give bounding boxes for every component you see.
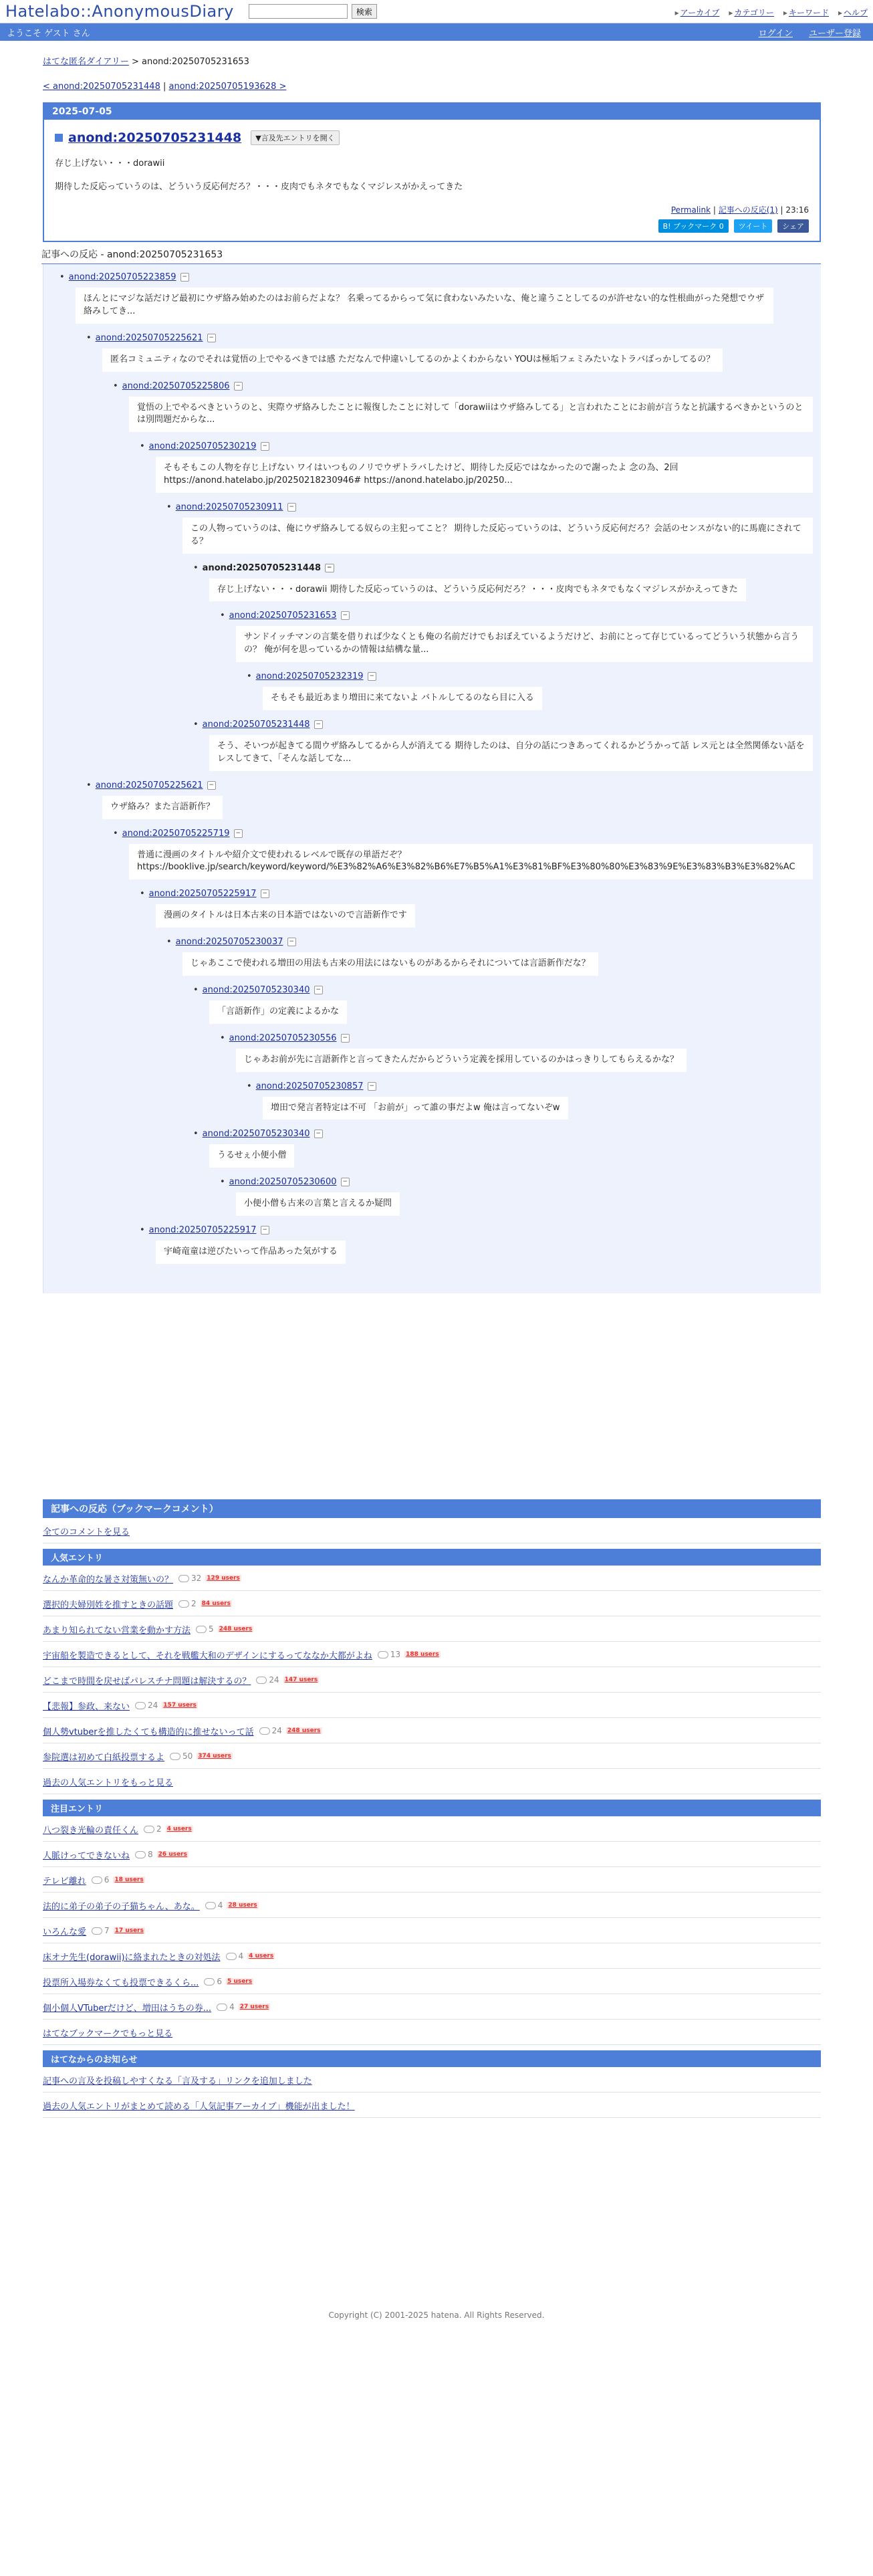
reaction-head bbox=[220, 611, 821, 621]
all-comments-link[interactable]: 全てのコメントを見る bbox=[43, 1527, 130, 1537]
reaction-node bbox=[193, 985, 821, 1033]
collapse-toggle-icon[interactable]: − bbox=[261, 889, 270, 898]
search-button[interactable]: 検索 bbox=[352, 4, 377, 19]
reaction-text: 増田で発言者特定は不可 「お前が」って誰の事だよw 俺は言ってないぞw bbox=[263, 1097, 568, 1120]
notice-item bbox=[43, 2067, 821, 2092]
spacer bbox=[43, 1293, 821, 1494]
collapse-toggle-icon[interactable]: − bbox=[207, 781, 217, 790]
reaction-text: ウザ絡み？また言語新作？ bbox=[102, 796, 223, 819]
collapse-toggle-icon[interactable]: − bbox=[234, 382, 243, 391]
breadcrumb-sep: > bbox=[128, 57, 142, 67]
reaction-link[interactable]: • anond:20250705225806 bbox=[122, 381, 230, 391]
entry-link[interactable]: 個小個人VTuberだけど、増田はうちの券... bbox=[43, 2003, 212, 2014]
comment-count: 32 bbox=[178, 1574, 201, 1583]
reaction-head bbox=[220, 1033, 821, 1043]
reaction-text-wrap bbox=[193, 1139, 821, 1177]
permalink[interactable]: Permalink bbox=[670, 205, 711, 215]
reaction-text-wrap bbox=[193, 573, 821, 611]
reaction-text-wrap bbox=[140, 1235, 821, 1273]
reaction-text-wrap bbox=[140, 451, 821, 502]
reaction-text: ほんとにマジな話だけど最初にウザ絡み始めたのはお前らだよな？ 名乗ってるからって気に食わないみたいな、俺と違うことしてるのが許せない的な性根曲がった発想でウザ絡みしてき... bbox=[76, 288, 773, 324]
reaction-head bbox=[140, 441, 821, 451]
reaction-node bbox=[86, 780, 821, 829]
reaction-head bbox=[166, 502, 821, 512]
hatena-bookmark-button[interactable]: B! ブックマーク 0 bbox=[658, 219, 729, 233]
reaction-link[interactable]: • anond:20250705225719 bbox=[122, 828, 230, 839]
next-entry-link[interactable]: anond:20250705193628 > bbox=[168, 82, 287, 92]
reaction-link[interactable]: • anond:20250705225621 bbox=[95, 780, 203, 790]
collapse-toggle-icon[interactable]: − bbox=[314, 986, 324, 994]
reaction-link[interactable]: • anond:20250705223859 bbox=[68, 272, 176, 282]
reaction-text: うるせぇ小便小僧 bbox=[209, 1144, 294, 1168]
popular-title: 人気エントリ bbox=[43, 1549, 821, 1566]
reaction-text-wrap bbox=[166, 512, 821, 563]
bookmark-users-badge[interactable]: 248 users bbox=[287, 1727, 321, 1735]
reaction-head bbox=[113, 829, 821, 839]
reaction-text: そう、そいつが起きてる間ウザ絡みしてるから人が消えてる 期待したのは、自分の話につきあってくれるかどうかって話 レス元とは全然関係ない話をレスしてきて、「そんな話してな... bbox=[209, 735, 813, 771]
comment-count: 2 bbox=[178, 1599, 197, 1608]
reactions-link[interactable]: 記事への反応(1) bbox=[718, 205, 778, 215]
reaction-text: 小便小僧も古来の言葉と言えるか疑問 bbox=[236, 1192, 400, 1216]
bookmark-users-badge[interactable]: 18 users bbox=[114, 1876, 144, 1884]
reaction-text: 「言語新作」の定義によるかな bbox=[209, 1000, 347, 1024]
entry-row bbox=[43, 1667, 821, 1693]
reaction-node bbox=[113, 381, 821, 442]
reaction-head bbox=[193, 720, 821, 730]
reaction-link[interactable]: • anond:20250705230857 bbox=[255, 1081, 364, 1091]
entry-row bbox=[43, 1893, 821, 1918]
collapse-toggle-icon[interactable]: − bbox=[261, 442, 270, 451]
reaction-link[interactable]: • anond:20250705230037 bbox=[175, 937, 283, 948]
prev-entry-link[interactable]: < anond:20250705231448 bbox=[43, 82, 160, 92]
collapse-toggle-icon[interactable]: − bbox=[234, 829, 243, 838]
reaction-text-wrap bbox=[166, 947, 821, 985]
main-content bbox=[43, 54, 821, 2118]
popular-more-link[interactable]: 過去の人気エントリをもっと見る bbox=[43, 1778, 174, 1788]
entry-row bbox=[43, 1743, 821, 1769]
entry-link[interactable]: 選択的夫婦別姓を推すときの話題 bbox=[43, 1600, 174, 1610]
bookmark-users-badge[interactable]: 4 users bbox=[249, 1953, 274, 1960]
reaction-link[interactable]: • anond:20250705230340 bbox=[202, 984, 310, 995]
reaction-head bbox=[247, 671, 821, 681]
breadcrumb-root[interactable]: はてな匿名ダイアリー bbox=[43, 57, 129, 67]
collapse-toggle-icon[interactable]: − bbox=[341, 611, 350, 620]
reaction-link[interactable]: • anond:20250705230219 bbox=[148, 441, 257, 452]
entry-row bbox=[43, 1867, 821, 1893]
collapse-toggle-icon[interactable]: − bbox=[341, 1034, 350, 1043]
reaction-node bbox=[166, 937, 821, 985]
bookmark-users-badge[interactable]: 5 users bbox=[227, 1978, 253, 1985]
comment-count: 4 bbox=[217, 2002, 235, 2012]
reaction-node bbox=[220, 611, 821, 671]
entry-link[interactable]: 床オナ先生(dorawii)に絡まれたときの対処法 bbox=[43, 1952, 221, 1963]
bookmark-users-badge[interactable]: 129 users bbox=[207, 1575, 240, 1582]
share-bar bbox=[55, 215, 809, 235]
entry-row bbox=[43, 1943, 821, 1969]
login-link[interactable]: ログイン bbox=[758, 28, 793, 39]
reaction-text: 匿名コミュニティなのでそれは覚悟の上でやるべきでは感 ただなんで仲違いしてるのかよくわからない YOUは極垢フェミみたいなトラバばっかしてるの？ bbox=[102, 348, 723, 372]
tweet-button[interactable]: ツイート bbox=[734, 219, 772, 233]
reaction-text-wrap bbox=[113, 839, 821, 889]
facebook-share-button[interactable]: シェア bbox=[777, 219, 809, 233]
bookmark-users-badge[interactable]: 147 users bbox=[284, 1677, 318, 1684]
bookmark-users-badge[interactable]: 188 users bbox=[406, 1651, 439, 1658]
reaction-node bbox=[193, 720, 821, 780]
collapse-toggle-icon[interactable]: − bbox=[314, 1130, 324, 1138]
collapse-toggle-icon[interactable]: − bbox=[207, 334, 217, 342]
collapse-toggle-icon[interactable]: − bbox=[368, 1082, 377, 1091]
reaction-text-wrap bbox=[220, 1187, 821, 1225]
bookmark-users-badge[interactable]: 28 users bbox=[228, 1902, 257, 1909]
attention-title: 注目エントリ bbox=[43, 1800, 821, 1816]
open-mention-button[interactable]: ▼言及先エントリを開く bbox=[251, 130, 339, 145]
entry-link[interactable]: なんか革命的な暑さ対策無いの？ bbox=[43, 1574, 174, 1585]
reaction-link[interactable]: • anond:20250705230340 bbox=[202, 1129, 310, 1140]
reaction-node bbox=[220, 1177, 821, 1225]
entry-link[interactable]: 法的に弟子の弟子の子猫ちゃん、あな。 bbox=[43, 1901, 200, 1912]
comment-count: 50 bbox=[170, 1751, 193, 1761]
comment-count: 6 bbox=[204, 1977, 222, 1986]
reaction-head bbox=[193, 1129, 821, 1139]
bookmark-users-badge[interactable]: 4 users bbox=[166, 1826, 192, 1833]
reaction-text-wrap bbox=[247, 681, 821, 720]
entry-link[interactable]: どこまで時間を戻せばパレスチナ問題は解決するの？ bbox=[43, 1676, 251, 1687]
entry-row bbox=[43, 1842, 821, 1867]
comment-count: 13 bbox=[378, 1650, 400, 1659]
reaction-node bbox=[247, 1081, 821, 1130]
bookmark-users-badge[interactable]: 27 users bbox=[239, 2004, 269, 2011]
entry-link[interactable]: いろんな愛 bbox=[43, 1927, 87, 1937]
site-logo[interactable]: Hatelabo::AnonymousDiary bbox=[5, 2, 234, 21]
search-input[interactable] bbox=[249, 4, 348, 19]
comment-count: 6 bbox=[92, 1875, 110, 1885]
reaction-head bbox=[86, 333, 821, 343]
article-meta: Permalink | 記事への反応(1) | 23:16 bbox=[670, 205, 809, 215]
collapse-toggle-icon[interactable]: − bbox=[368, 672, 377, 681]
all-comments-row bbox=[43, 1518, 821, 1543]
entry-link[interactable]: 人脈けってできないね bbox=[43, 1850, 130, 1861]
article-title-link[interactable]: anond:20250705231448 bbox=[68, 130, 242, 145]
reaction-text-wrap bbox=[220, 1043, 821, 1081]
bookmark-users-badge[interactable]: 374 users bbox=[198, 1753, 231, 1760]
reaction-text: じゃあお前が先に言語新作と言ってきたんだからどういう定義を採用しているのかはっきりしてもらえるかな？ bbox=[236, 1049, 687, 1072]
reaction-head bbox=[113, 381, 821, 391]
comment-count: 4 bbox=[205, 1901, 223, 1910]
article-date: 2025-07-05 bbox=[44, 104, 820, 120]
collapse-toggle-icon[interactable]: − bbox=[325, 564, 334, 572]
reaction-text-wrap bbox=[193, 995, 821, 1033]
reaction-head bbox=[140, 889, 821, 899]
entry-link[interactable]: 投票所入場券なくても投票できるくら... bbox=[43, 1977, 199, 1988]
article-title bbox=[55, 130, 809, 145]
reaction-text: じゃあここで使われる増田の用法も古来の用法にはないものがあるからそれについては言語新作だな？ bbox=[182, 952, 598, 976]
collapse-toggle-icon[interactable]: − bbox=[180, 273, 190, 282]
reaction-node bbox=[86, 333, 821, 381]
entry-nav bbox=[43, 82, 821, 92]
bookmark-users-badge[interactable]: 26 users bbox=[158, 1851, 187, 1858]
reaction-text-wrap bbox=[59, 282, 821, 333]
entry-link[interactable]: テレビ離れ bbox=[43, 1876, 86, 1887]
reaction-head bbox=[140, 1225, 821, 1235]
entry-row bbox=[43, 1718, 821, 1743]
header-links bbox=[675, 7, 868, 18]
entry-row bbox=[43, 1616, 821, 1642]
attention-list bbox=[43, 1816, 821, 2020]
bookmark-users-badge[interactable]: 84 users bbox=[201, 1600, 231, 1608]
entry-row bbox=[43, 1693, 821, 1718]
reaction-text: この人物っていうのは、俺にウザ絡みしてる奴らの主犯ってこと？ 期待した反応っていうのは、どういう反応何だろ？会話のセンスがない的に馬鹿にされてる？ bbox=[182, 518, 813, 554]
popular-more-row bbox=[43, 1769, 821, 1794]
reaction-head bbox=[247, 1081, 821, 1091]
reaction-link: • anond:20250705231448 bbox=[202, 562, 322, 573]
reaction-node bbox=[140, 1225, 821, 1273]
entry-row bbox=[43, 1591, 821, 1616]
user-bar bbox=[0, 23, 873, 41]
keyword-link[interactable]: ▸ キーワード bbox=[783, 7, 829, 18]
top-bar bbox=[0, 0, 873, 23]
reaction-text-wrap bbox=[86, 343, 821, 381]
entry-row bbox=[43, 1994, 821, 2020]
comment-count: 7 bbox=[92, 1926, 110, 1935]
category-link[interactable]: ▸ カテゴリー bbox=[729, 7, 774, 18]
reaction-head bbox=[59, 272, 821, 282]
collapse-toggle-icon[interactable]: − bbox=[287, 503, 297, 512]
entry-link[interactable]: 個人勢vtuberを推したくても構造的に推せないって話 bbox=[43, 1727, 254, 1737]
reaction-link[interactable]: • anond:20250705230556 bbox=[229, 1033, 337, 1043]
reaction-link[interactable]: • anond:20250705230600 bbox=[229, 1177, 337, 1188]
reaction-text-wrap bbox=[113, 391, 821, 442]
notice-link-1[interactable]: 記事への言及を投稿しやすくなる「言及する」リンクを追加しました bbox=[43, 2076, 312, 2086]
reaction-node bbox=[220, 1033, 821, 1081]
reaction-text: 覚悟の上でやるべきというのと、実際ウザ絡みしたことに報復したことに対して「dorawiiはウザ絡みしてる」と言われたことにお前が言うなと抗議するべきかというのとは別問題だからな... bbox=[129, 397, 813, 433]
entry-row bbox=[43, 1816, 821, 1842]
comment-count: 8 bbox=[135, 1850, 153, 1859]
reaction-node bbox=[193, 1129, 821, 1177]
article-line-1: 存じ上げない・・・dorawii bbox=[55, 158, 165, 169]
breadcrumb-current: anond:20250705231653 bbox=[142, 57, 249, 67]
collapse-toggle-icon[interactable]: − bbox=[341, 1178, 350, 1186]
reaction-head bbox=[193, 985, 821, 995]
entry-row bbox=[43, 1566, 821, 1591]
reaction-text-wrap bbox=[220, 621, 821, 671]
article-line-2: 期待した反応っていうのは、どういう反応何だろ？・・・皮肉でもネタでもなくマジレスがかえってきた bbox=[55, 182, 463, 192]
notice-title: はてなからのお知らせ bbox=[43, 2050, 821, 2067]
reaction-node bbox=[247, 671, 821, 720]
entry-row bbox=[43, 1918, 821, 1943]
reaction-link[interactable]: • anond:20250705231653 bbox=[229, 611, 337, 621]
reaction-link[interactable]: • anond:20250705225917 bbox=[148, 889, 257, 899]
reaction-text: そもそも最近あまり増田に来てないよ バトルしてるのなら目に入る bbox=[263, 687, 542, 710]
reaction-head bbox=[86, 780, 821, 790]
reaction-text-wrap bbox=[247, 1091, 821, 1130]
reaction-text: そもそもこの人物を存じ上げない ワイはいつものノリでウザトラバしたけど、期待した反応ではなかったので謝ったよ 念の為、2回 https://anond.hatelabo.jp/20250218230946# https://anond.hatelabo.jp/20250... bbox=[156, 457, 813, 493]
comment-count: 24 bbox=[259, 1726, 282, 1735]
reaction-link[interactable]: • anond:20250705225917 bbox=[148, 1225, 257, 1236]
reaction-node bbox=[166, 502, 821, 563]
reaction-node bbox=[113, 829, 821, 889]
bookmark-users-badge[interactable]: 248 users bbox=[219, 1626, 253, 1633]
reaction-text: 普通に漫画のタイトルや紹介文で使われるレベルで既存の単語だぞ？ https://booklive.jp/search/keyword/keyword/%E3%82%A6%E3%82%B6%E7%B5%A1%E3%81%BF%E3%80%80%E3%83%9E%E3%83%B3%E3%82%AC bbox=[129, 844, 813, 880]
entry-link[interactable]: 参院選は初めて白紙投票するよ bbox=[43, 1752, 165, 1763]
reaction-node bbox=[140, 441, 821, 502]
article-time: 23:16 bbox=[785, 205, 809, 215]
attention-more-row bbox=[43, 2020, 821, 2045]
comment-count: 2 bbox=[144, 1824, 162, 1834]
entry-link[interactable]: 【悲報】参政、来ない bbox=[43, 1701, 130, 1712]
reaction-text: 漫画のタイトルは日本古来の日本語ではないので言語新作です bbox=[156, 904, 415, 928]
reaction-text-wrap bbox=[140, 899, 821, 937]
entry-link[interactable]: 八つ裂き光輪の責任くん bbox=[43, 1825, 139, 1836]
entry-row bbox=[43, 1969, 821, 1994]
nav-sep: | bbox=[160, 82, 169, 92]
collapse-toggle-icon[interactable]: − bbox=[314, 720, 324, 729]
reaction-link[interactable]: • anond:20250705232319 bbox=[255, 671, 364, 682]
attention-more-link[interactable]: はてなブックマークでもっと見る bbox=[43, 2028, 173, 2039]
reaction-text: サンドイッチマンの言葉を借りれば少なくとも俺の名前だけでもおぼえているようだけど、お前にとって存じているってどういう状態から言うの？ 俺が何を思っているかの情報は結構な量... bbox=[236, 626, 813, 662]
bookmark-users-badge[interactable]: 17 users bbox=[114, 1927, 144, 1935]
collapse-toggle-icon[interactable]: − bbox=[287, 938, 297, 946]
notice-link-2[interactable]: 過去の人気エントリがまとめて読める「人気記事アーカイブ」機能が出ました！ bbox=[43, 2101, 355, 2112]
reactions-title: 記事への反応 - anond:20250705231653 bbox=[41, 247, 821, 264]
popular-list bbox=[43, 1566, 821, 1769]
reaction-link[interactable]: • anond:20250705225621 bbox=[95, 332, 203, 343]
entry-link[interactable]: 宇宙船を製造できるとして、それを戦艦大和のデザインにするってななか大都がよね bbox=[43, 1650, 372, 1661]
collapse-toggle-icon[interactable]: − bbox=[261, 1226, 270, 1235]
reaction-node bbox=[140, 889, 821, 937]
reaction-text-wrap bbox=[86, 790, 821, 829]
breadcrumb bbox=[43, 54, 821, 67]
reaction-head bbox=[220, 1177, 821, 1187]
bookmark-section-title: 記事への反応（ブックマークコメント） bbox=[43, 1499, 821, 1518]
reaction-head bbox=[166, 937, 821, 947]
reaction-node bbox=[59, 272, 821, 333]
reaction-text: 宇崎竜童は逆びたいって作品あった気がする bbox=[156, 1241, 346, 1264]
entry-row bbox=[43, 1642, 821, 1667]
register-link[interactable]: ユーザー登録 bbox=[808, 28, 861, 39]
reactions-tree bbox=[43, 264, 821, 1293]
reaction-node bbox=[193, 563, 821, 611]
welcome-text: ようこそ ゲスト さん bbox=[7, 28, 90, 39]
notice-item bbox=[43, 2092, 821, 2118]
entry-link[interactable]: あまり知られてない営業を動かす方法 bbox=[43, 1625, 191, 1636]
help-link[interactable]: ▸ ヘルプ bbox=[838, 7, 868, 18]
comment-count: 24 bbox=[256, 1675, 279, 1685]
reaction-link[interactable]: • anond:20250705231448 bbox=[202, 719, 310, 730]
reaction-head bbox=[193, 563, 821, 573]
comment-count: 24 bbox=[135, 1701, 158, 1710]
bookmark-users-badge[interactable]: 157 users bbox=[163, 1702, 197, 1709]
comment-count: 5 bbox=[196, 1624, 214, 1634]
archive-link[interactable]: ▸ アーカイブ bbox=[675, 7, 720, 18]
title-square-icon bbox=[55, 134, 63, 142]
reaction-text-wrap bbox=[193, 730, 821, 780]
reaction-link[interactable]: • anond:20250705230911 bbox=[175, 502, 283, 512]
comment-count: 4 bbox=[226, 1951, 244, 1961]
article bbox=[43, 102, 821, 242]
reaction-text: 存じ上げない・・・dorawii 期待した反応っていうのは、どういう反応何だろ？・・・皮肉でもネタでもなくマジレスがかえってきた bbox=[209, 578, 746, 602]
footer-copyright: Copyright (C) 2001-2025 hatena. All Rights Reserved. bbox=[328, 2311, 545, 2320]
